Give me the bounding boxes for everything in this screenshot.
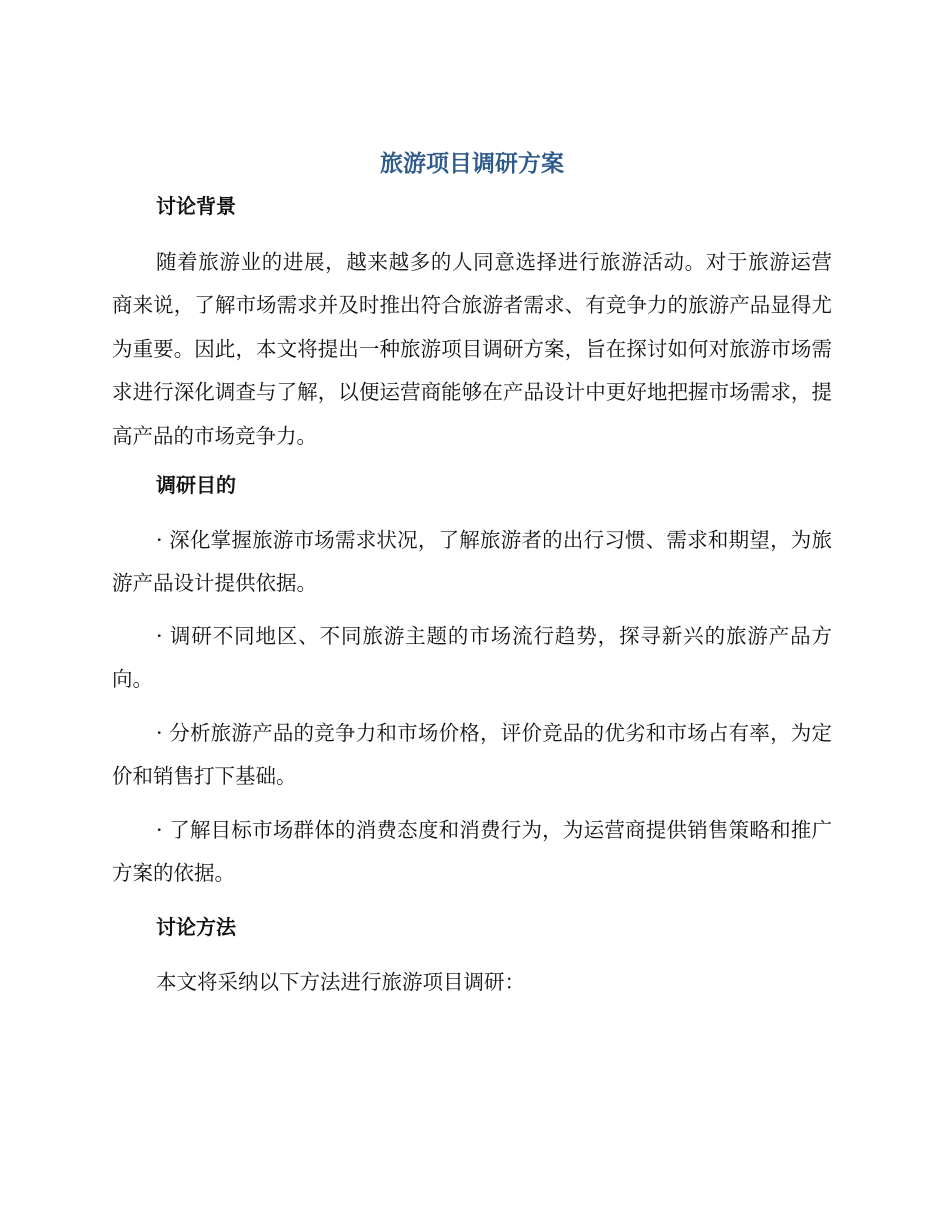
paragraph-method: 本文将采纳以下方法进行旅游项目调研：: [156, 970, 525, 994]
section-heading-purpose: 调研目的: [156, 473, 236, 497]
paragraph-purpose-4: · 了解目标市场群体的消费态度和消费行为，为运营商提供销售策略和推广方案的依据。: [112, 818, 832, 886]
document-title: 旅游项目调研方案: [380, 151, 564, 177]
paragraph-purpose-2: · 调研不同地区、不同旅游主题的市场流行趋势，探寻新兴的旅游产品方向。: [112, 624, 832, 692]
paragraph-purpose-3: · 分析旅游产品的竞争力和市场价格，评价竞品的优劣和市场占有率，为定价和销售打下基础。: [112, 721, 832, 789]
paragraph-background: 随着旅游业的进展，越来越多的人同意选择进行旅游活动。对于旅游运营商来说，了解市场需求并及时推出符合旅游者需求、有竞争力的旅游产品显得尤为重要。因此，本文将提出一种旅游项目调研方案，旨在探讨如何对旅游市场需求进行深化调查与了解，以便运营商能够在产品设计中更好地把握市场需求，提高产品的市场竞争力。: [112, 250, 832, 448]
section-heading-background: 讨论背景: [156, 194, 236, 218]
paragraph-purpose-1: · 深化掌握旅游市场需求状况，了解旅游者的出行习惯、需求和期望，为旅游产品设计提供依据。: [112, 528, 832, 596]
section-heading-method: 讨论方法: [156, 915, 236, 939]
